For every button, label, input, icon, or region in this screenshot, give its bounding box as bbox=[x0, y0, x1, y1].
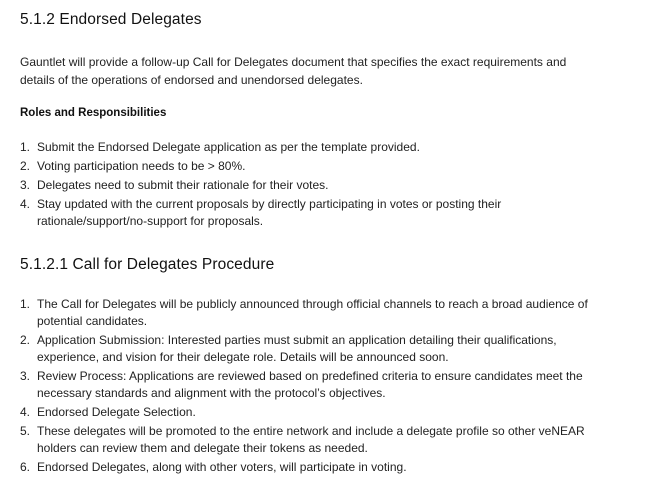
list-item bbox=[20, 423, 605, 457]
list-item bbox=[20, 404, 605, 421]
roles-heading: Roles and Responsibilities bbox=[20, 107, 167, 119]
list-number: 4. bbox=[20, 405, 31, 419]
list-number: 3. bbox=[20, 369, 31, 383]
list-item bbox=[20, 332, 605, 366]
list-text: Application Submission: Interested parties must submit an application detailing their qualifications, experience, and vision for their delegate role. Details will be announced soon. bbox=[37, 333, 557, 364]
list-item bbox=[20, 139, 605, 156]
list-text: Submit the Endorsed Delegate application as per the template provided. bbox=[37, 140, 420, 154]
subsection-heading: 5.1.2.1 Call for Delegates Procedure bbox=[20, 256, 275, 273]
list-number: 5. bbox=[20, 424, 31, 438]
section-intro: Gauntlet will provide a follow-up Call for Delegates document that specifies the exact requirements and details of the operations of endorsed and unendorsed delegates. bbox=[20, 55, 567, 87]
list-text: Stay updated with the current proposals by directly participating in votes or posting their rationale/support/no-support for proposals. bbox=[37, 197, 502, 228]
list-number: 6. bbox=[20, 460, 31, 474]
list-item bbox=[20, 177, 605, 194]
list-number: 1. bbox=[20, 297, 31, 311]
list-text: Endorsed Delegates, along with other voters, will participate in voting. bbox=[37, 460, 407, 474]
list-item bbox=[20, 158, 605, 175]
list-item bbox=[20, 296, 605, 330]
list-number: 3. bbox=[20, 178, 31, 192]
roles-list bbox=[20, 139, 605, 232]
list-text: The Call for Delegates will be publicly announced through official channels to reach a broad audience of potential candidates. bbox=[37, 297, 588, 328]
list-text: Review Process: Applications are reviewed based on predefined criteria to ensure candidates meet the necessary standards and alignment with the protocol’s objectives. bbox=[37, 369, 583, 400]
list-text: Voting participation needs to be > 80%. bbox=[37, 159, 246, 173]
list-number: 4. bbox=[20, 197, 31, 211]
list-number: 2. bbox=[20, 159, 31, 173]
list-text: Endorsed Delegate Selection. bbox=[37, 405, 196, 419]
list-item bbox=[20, 459, 605, 476]
list-item bbox=[20, 368, 605, 402]
list-number: 2. bbox=[20, 333, 31, 347]
list-text: These delegates will be promoted to the entire network and include a delegate profile so other veNEAR holders can review them and delegate their tokens as needed. bbox=[37, 424, 585, 455]
list-number: 1. bbox=[20, 140, 31, 154]
procedure-list bbox=[20, 296, 605, 478]
section-heading: 5.1.2 Endorsed Delegates bbox=[20, 11, 202, 28]
list-item bbox=[20, 196, 605, 230]
list-text: Delegates need to submit their rationale for their votes. bbox=[37, 178, 329, 192]
